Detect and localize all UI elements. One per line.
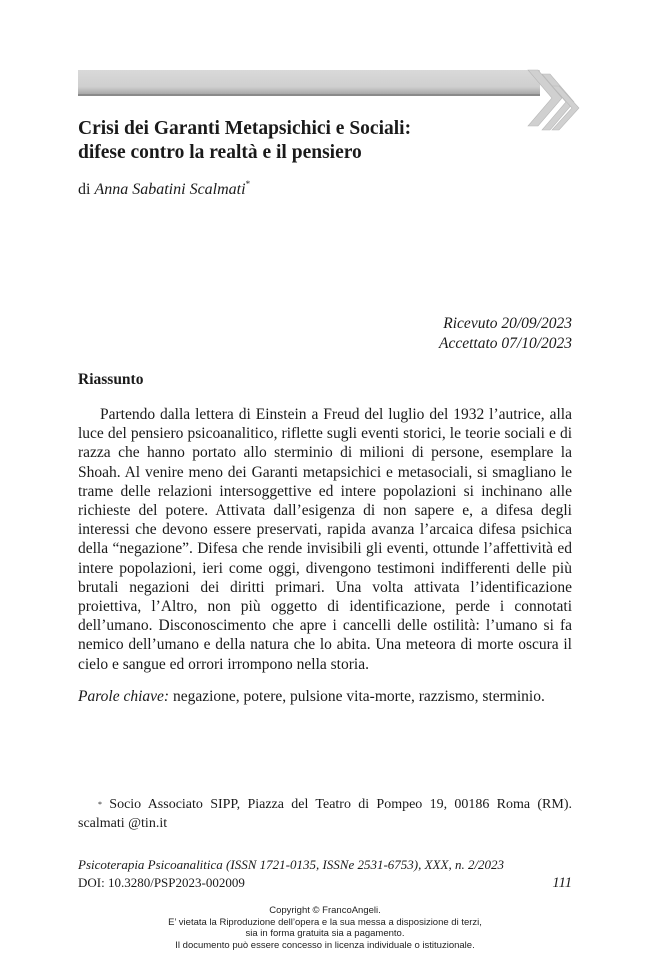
keywords-label: Parole chiave: (78, 688, 170, 705)
accepted-date: Accettato 07/10/2023 (438, 335, 572, 352)
journal-citation: Psicoterapia Psicoanalitica (ISSN 1721-0135, ISSNe 2531-6753), XXX, n. 2/2023 (78, 857, 505, 872)
article-title (78, 117, 538, 165)
header-band (78, 70, 540, 94)
author-line (78, 181, 250, 199)
received-date: Ricevuto 20/09/2023 (443, 315, 572, 332)
copyright-line-1: Copyright © FrancoAngeli. (269, 905, 381, 916)
copyright-line-3: sia in forma gratuita sia a pagamento. (245, 928, 405, 939)
author-name: Anna Sabatini Scalmati (94, 181, 246, 198)
header-band-shadow (78, 94, 540, 96)
submission-dates (439, 314, 572, 354)
journal-info (78, 856, 572, 892)
doi: DOI: 10.3280/PSP2023-002009 (78, 875, 245, 890)
copyright-notice (0, 905, 650, 951)
footnote-mark: * (98, 800, 102, 809)
copyright-line-4: Il documento può essere concesso in licenza individuale o istituzionale. (175, 939, 475, 951)
abstract-text: Partendo dalla lettera di Einstein a Freud del luglio del 1932 l’autrice, alla luce del pensiero psicoanalitico, riflette sugli eventi storici, le teorie sociali e di razza che hanno portato allo sterminio di milioni di persone, esemplare la Shoah. Al venire meno dei Garanti metapsichici e metasociali, si smagliano le trame delle relazioni intersoggettive ed intere popolazioni si inchinano alle richieste del potere. Attivata dall’esigenza di non sapere e, a difesa degli interessi che devono essere preservati, rapida avanza l’arcaica difesa psichica della “negazione”. Difesa che rende invisibili gli eventi, ottunde l’affettività ed intere popolazioni, ieri come oggi, divengono testimoni indifferenti delle più brutali negazioni dei diritti primari. Una volta attivata l’identificazione proiettiva, l’Altro, non più oggetto di identificazione, perde i connotati dell’umano. Disconoscimento che apre i cancelli delle ostilità: l’umano si fa nemico dell’umano e della natura che lo abita. Una meteora di morte oscura il cielo e sangue ed orrori irrompono nella storia. (78, 406, 572, 673)
doi-row (78, 874, 572, 892)
keywords-list: negazione, potere, pulsione vita-morte, razzismo, sterminio. (172, 688, 545, 705)
author-prefix: di (78, 181, 91, 198)
keywords-line (78, 688, 545, 706)
title-line-2: difese contro la realtà e il pensiero (78, 142, 362, 163)
author-footnote (78, 795, 572, 833)
copyright-line-2: E’ vietata la Riproduzione dell’opera e la sua messa a disposizione di terzi, (168, 916, 482, 928)
abstract-heading: Riassunto (78, 371, 144, 388)
page-number: 111 (552, 875, 572, 891)
author-footnote-mark: * (245, 179, 251, 189)
title-line-1: Crisi dei Garanti Metapsichici e Sociali: (78, 118, 412, 139)
footnote-text: Socio Associato SIPP, Piazza del Teatro di Pompeo 19, 00186 Roma (RM). scalmati @tin.it (78, 797, 572, 831)
